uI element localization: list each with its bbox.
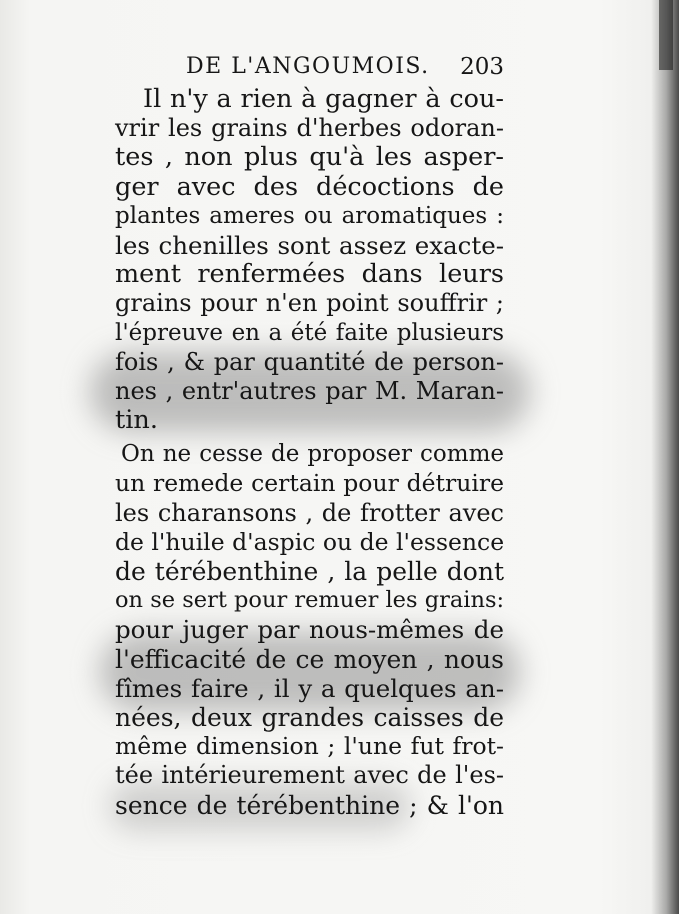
text-line: grains pour n'en point souffrir ;	[115, 289, 504, 318]
page-edge-shadow	[651, 0, 679, 914]
text-line: nes , entr'autres par M. Maran-	[115, 376, 504, 405]
body-text	[115, 85, 504, 820]
text-line: de térébenthine , la pelle dont	[115, 557, 504, 586]
paragraph	[115, 85, 504, 435]
running-title: DE L'ANGOUMOIS.	[186, 54, 430, 79]
text-line: l'épreuve en a été faite plusieurs	[115, 319, 504, 346]
text-line: tée intérieurement avec de l'es-	[115, 761, 504, 790]
text-line: un remede certain pour détruire	[115, 469, 504, 498]
text-line: nées, deux grandes caisses de	[115, 702, 504, 732]
text-line: pour juger par nous-mêmes de	[115, 615, 504, 645]
running-head	[186, 52, 504, 82]
text-line: même dimension ; l'une fut frot-	[115, 732, 504, 761]
text-line: Il n'y a rien à gagner à cou-	[143, 84, 504, 114]
text-line: de l'huile d'aspic ou de l'essence	[115, 527, 505, 556]
text-line: vrir les grains d'herbes odoran-	[115, 114, 504, 143]
text-line: on se sert pour remuer les grains:	[115, 587, 505, 614]
text-line: On ne cesse de proposer comme	[121, 441, 504, 468]
text-line: sence de térébenthine ; & l'on	[115, 790, 504, 820]
text-line: tin.	[115, 405, 158, 436]
text-line: ger avec des décoctions de	[115, 171, 504, 202]
text-line: ment renfermées dans leurs	[115, 259, 504, 290]
page-number: 203	[460, 54, 504, 80]
text-line: les charansons , de frotter avec	[115, 498, 504, 527]
text-line: plantes ameres ou aromatiques :	[115, 202, 504, 229]
text-line: les chenilles sont assez exacte-	[115, 230, 504, 260]
text-line: l'efficacité de ce moyen , nous	[115, 644, 504, 674]
page-edge-shadow	[659, 0, 673, 70]
text-line: fois , & par quantité de person-	[115, 347, 504, 376]
text-line: fîmes faire , il y a quelques an-	[115, 673, 504, 703]
paragraph	[115, 440, 504, 819]
text-line: tes , non plus qu'à les asper-	[115, 142, 504, 173]
